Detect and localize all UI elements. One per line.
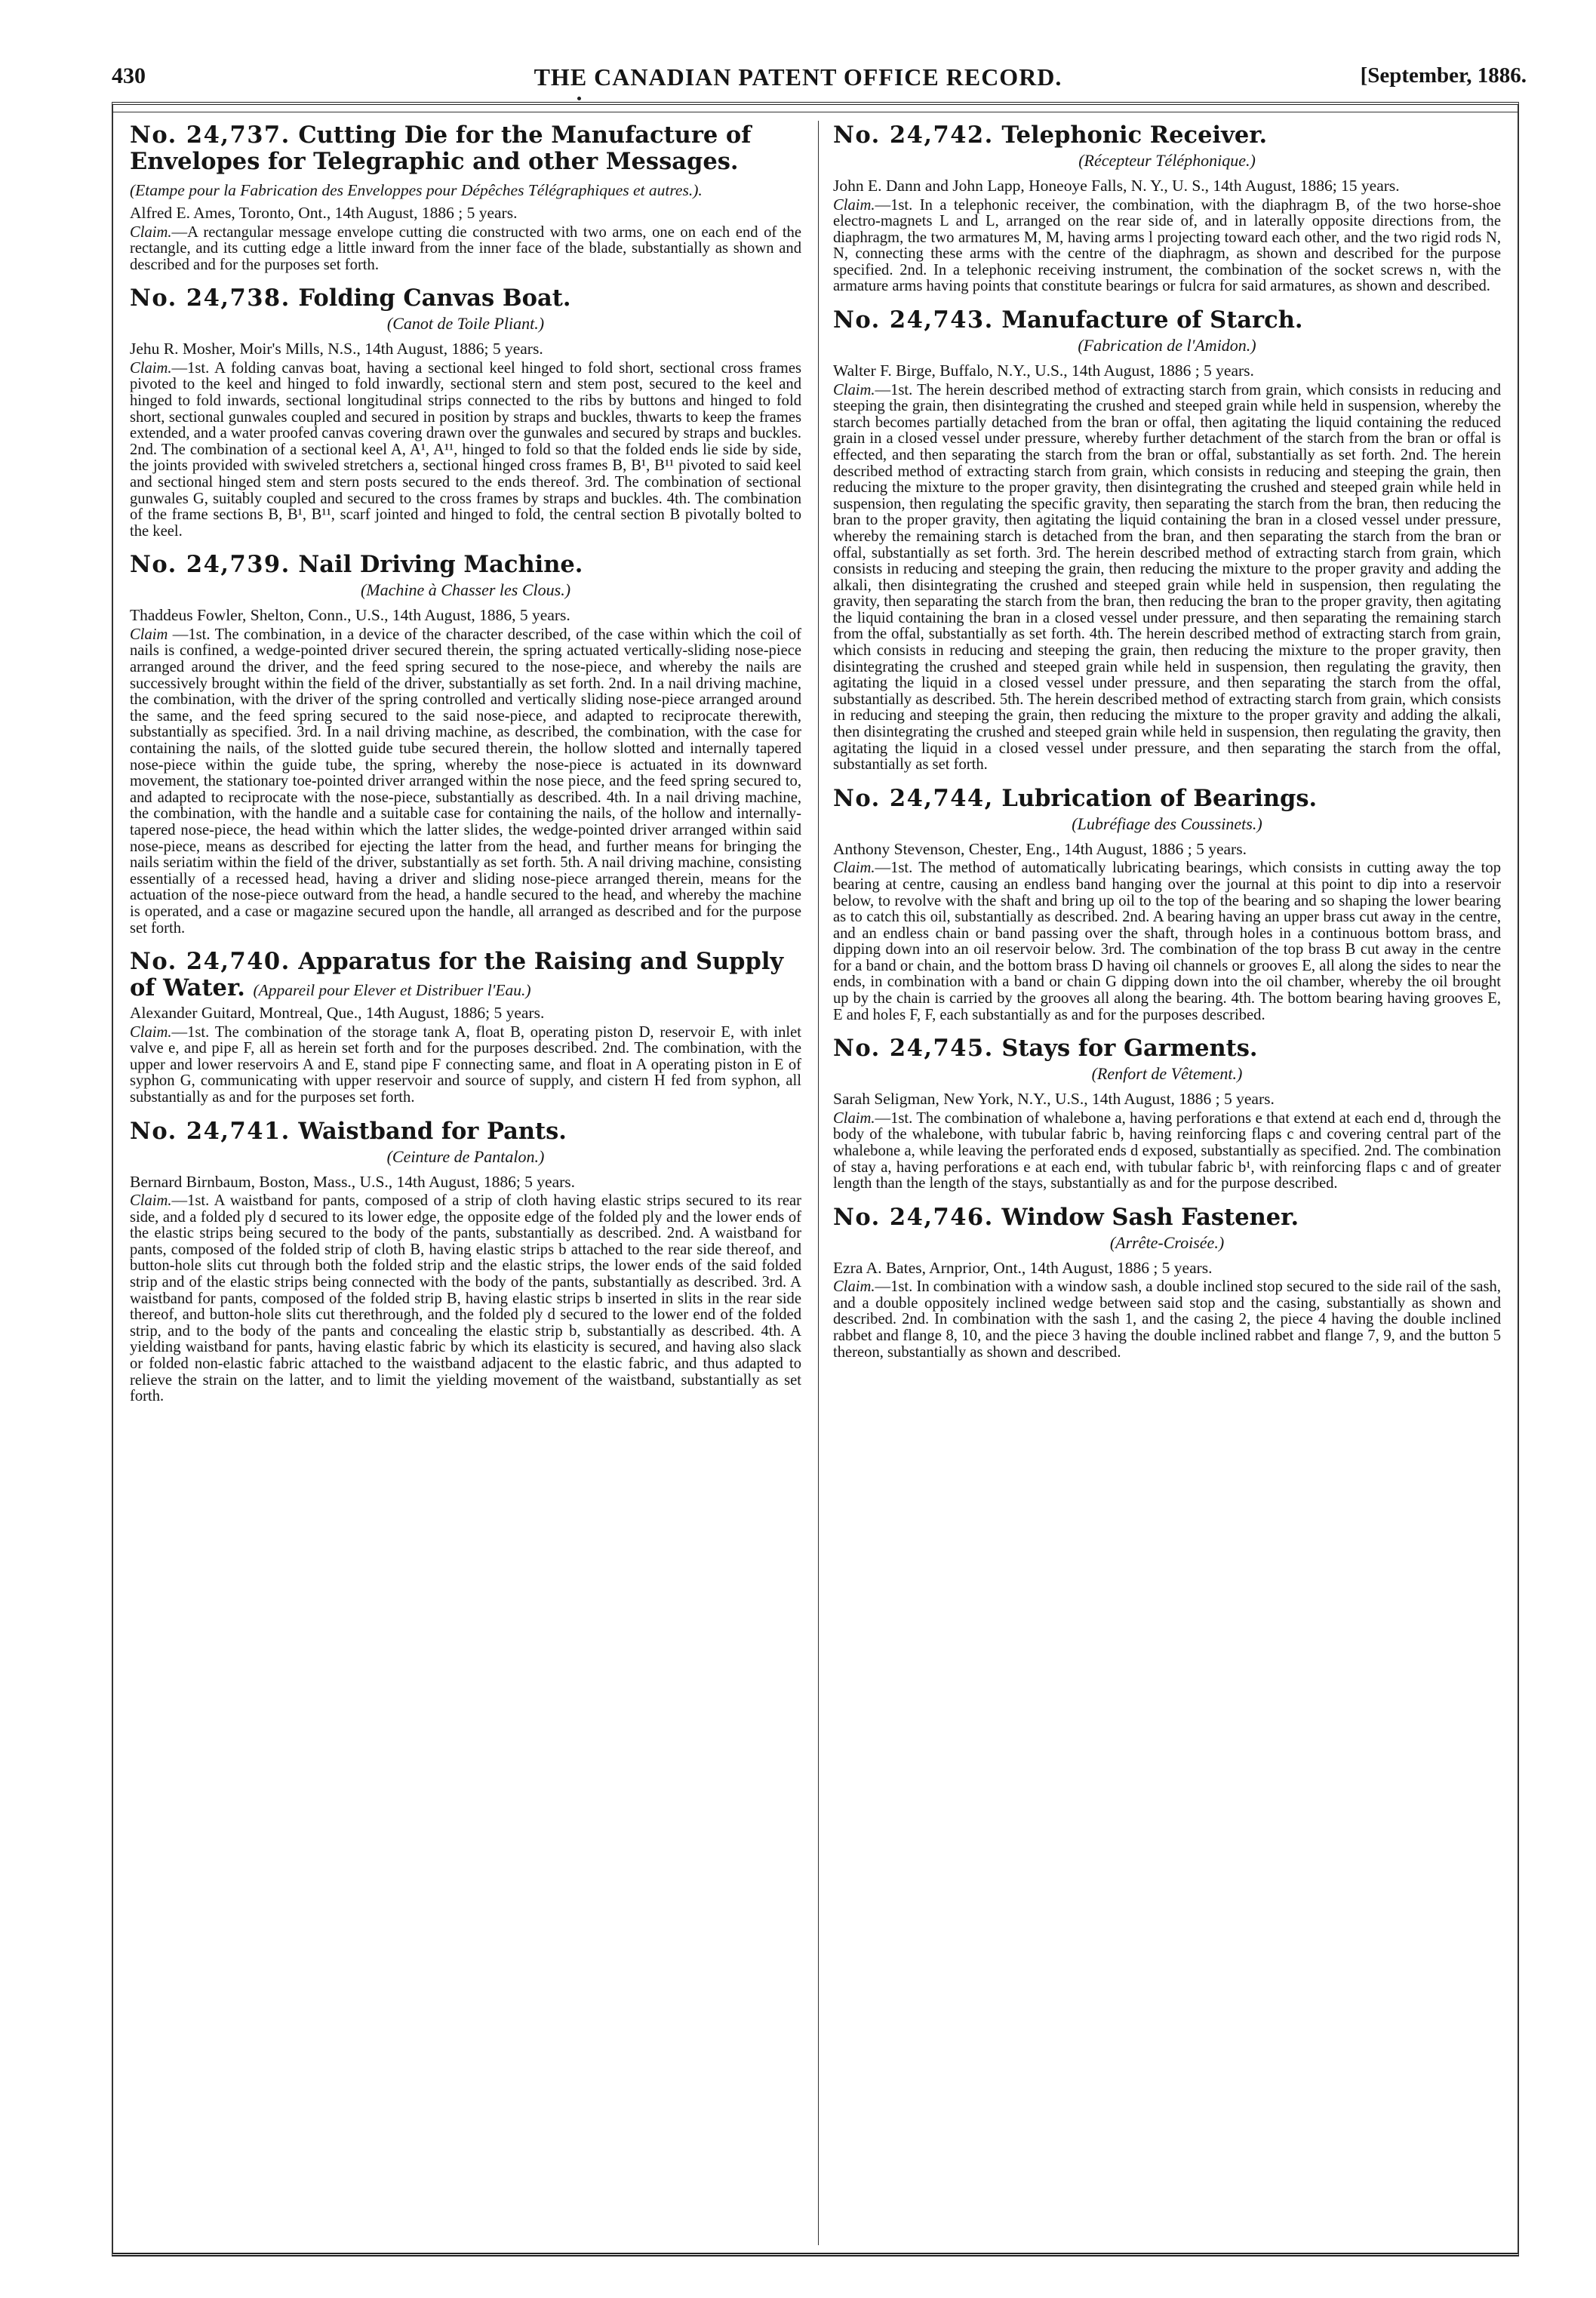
claim-label: Claim. <box>833 860 875 877</box>
french-title: (Renfort de Vêtement.) <box>1091 1064 1243 1084</box>
claim-label: Claim. <box>833 381 875 398</box>
claim-label: Claim. <box>130 359 172 377</box>
patent-title: Lubrication of Bearings. <box>1001 784 1318 812</box>
patent-number: No. 24,737. <box>130 122 291 149</box>
claim-body: —1st. A waistband for pants, composed of a strip of cloth having elastic strips secured to its rear side, and a folded ply d secured to its lower edge, the opposite edge of the folded ply and the lower ends of the elastic strips being secured to the body of the pants, substantially as described. 2nd. A waistband for pants, composed of the folded strip of cloth B, having elastic strips b attached to the rear side thereof, and button-hole slits cut through both the folded strip and the elastic strips, the lower ends of the said folded strip and of the elastic strips being connected with the body of the pants, substantially as described. 3rd. A waistband for pants, composed of the folded strip B, having elastic strips b inserted in slits in the rear side thereof, and button-hole slits cut therethrough, and the folded ply d secured to the lower end of the folded strip, and to the body of the pants and concealing the elastic strip b, substantially as described. 4th. A yielding waistband for pants, having elastic fabric by which its elasticity is secured, and having also slack or folded non-elastic fabric attached to the waistband adjacent to the elastic fabric, and thus adapted to relieve the strain on the latter, and to limit the yielding movement of the waistband, substantially as set forth. <box>130 1192 801 1405</box>
patent-entry-24737 <box>130 122 801 273</box>
patent-number: No. 24,745. <box>833 1035 994 1063</box>
patent-heading <box>833 122 1501 149</box>
french-title: (Appareil pour Elever et Distribuer l'Eau.) <box>253 981 531 1000</box>
patent-entry-24745 <box>833 1035 1501 1192</box>
patent-heading <box>130 122 801 201</box>
patent-entry-24743 <box>833 307 1501 774</box>
patent-number: No. 24,744, <box>833 784 994 812</box>
patent-title: Nail Driving Machine. <box>298 551 583 579</box>
patent-heading <box>833 307 1501 334</box>
patent-number: No. 24,741. <box>130 1117 291 1145</box>
patent-number: No. 24,743. <box>833 306 994 334</box>
french-title: (Etampe pour la Fabrication des Enveloppes pour Dépêches Télégraphiques et autres.). <box>130 181 703 199</box>
claim-text <box>130 627 801 937</box>
patent-entry-24742 <box>833 122 1501 295</box>
claim-label: Claim. <box>130 1192 172 1210</box>
column-divider <box>818 121 819 2245</box>
claim-label: Claim. <box>833 196 875 214</box>
patent-title: Apparatus for the Raising and Supply of Water. <box>130 948 784 1002</box>
claim-label: Claim. <box>833 1278 875 1296</box>
inventor-line: Alfred E. Ames, Toronto, Ont., 14th August, 1886 ; 5 years. <box>130 204 518 222</box>
patent-entry-24744 <box>833 786 1501 1023</box>
french-title: (Arrête-Croisée.) <box>1109 1232 1225 1252</box>
french-title: (Lubréfiage des Coussinets.) <box>1072 814 1262 833</box>
claim-text <box>833 1279 1501 1361</box>
claim-body: —A rectangular message envelope cutting die constructed with two arms, one on each end of the rectangle, and its cutting edge a little inward from the inner face of the blade, substantially as shown and described and for the purposes set forth. <box>130 223 801 273</box>
patent-title: Telephonic Receiver. <box>1001 122 1268 149</box>
right-column <box>833 122 1501 2235</box>
patent-heading <box>130 285 801 312</box>
patent-title: Cutting Die for the Manufacture of Envelopes for Telegraphic and other Messages. <box>130 122 752 175</box>
inventor-line: Ezra A. Bates, Arnprior, Ont., 14th August, 1886 ; 5 years. <box>833 1258 1213 1277</box>
inventor-line: Alexander Guitard, Montreal, Que., 14th August, 1886; 5 years. <box>130 1004 545 1023</box>
printer-dot <box>577 97 581 100</box>
patent-title: Stays for Garments. <box>1001 1035 1258 1063</box>
inventor-line: Bernard Birnbaum, Boston, Mass., U.S., 14th August, 1886; 5 years. <box>130 1172 576 1191</box>
patent-heading <box>130 552 801 578</box>
patent-entry-24740 <box>130 949 801 1106</box>
patent-entry-24739 <box>130 552 801 937</box>
patent-title: Manufacture of Starch. <box>1001 306 1303 334</box>
patent-heading <box>130 949 801 1001</box>
claim-body: —1st. The combination of the storage tank A, float B, operating piston D, reservoir E, with inlet valve e, and pipe F, all as herein set forth and for the purposes described. 2nd. The combination, with the upper and lower reservoirs A and E, stand pipe F connecting same, and float in A operating piston in E of syphon G, communicating with upper reservoir and source of supply, and cistern H fed from syphon, all substantially as and for the purposes set forth. <box>130 1023 801 1106</box>
french-title: (Ceinture de Pantalon.) <box>386 1146 545 1166</box>
patent-heading <box>833 786 1501 812</box>
inventor-line: Anthony Stevenson, Chester, Eng., 14th August, 1886 ; 5 years. <box>833 839 1247 858</box>
claim-text <box>130 361 801 540</box>
left-column <box>130 122 801 2235</box>
inventor-line: Sarah Seligman, New York, N.Y., U.S., 14th August, 1886 ; 5 years. <box>833 1090 1275 1109</box>
claim-body: —1st. The method of automatically lubricating bearings, which consists in cutting away the top bearing at centre, causing an endless band hanging over the journal at this point to dip into a reservoir below, to revolve with the shaft and bring up oil to the top of the bearing and so shaping the lower bearing as to catch this oil, substantially as described. 2nd. A bearing having an upper brass cut away in the centre, and an endless chain or band passing over the shaft, through holes in a continuous bottom brass, and dipping down into an oil reservoir below. 3rd. The combination of the top brass B cut away in the centre for a band or chain, and the bottom brass D having oil channels or grooves E, all along the sides to near the ends, in combination with a band or chain G dipping down into the oil chamber, whereby the oil brought up by the chain is carried by the grooves all along the bearing. 4th. The bottom bearing having grooves E, E and holes F, F, each substantially as and for the purposes described. <box>833 860 1501 1023</box>
claim-text <box>833 1111 1501 1192</box>
claim-body: —1st. In combination with a window sash, a double inclined stop secured to the side rail of the sash, and a double oppositely inclined wedge between said stop and the casing, substantially as shown and described. 2nd. In combination with the sash 1, and the casing 2, the piece 4 having the double inclined rabbet and flange 8, 10, and the piece 3 having the double inclined rabbet and flange 7, 9, and the button 5 thereon, substantially as shown and described. <box>833 1278 1501 1361</box>
claim-text <box>833 383 1501 774</box>
publication-title: THE CANADIAN PATENT OFFICE RECORD. <box>534 63 1062 91</box>
inventor-line: Thaddeus Fowler, Shelton, Conn., U.S., 14th August, 1886, 5 years. <box>130 606 570 625</box>
patent-heading <box>833 1035 1501 1062</box>
patent-title: Waistband for Pants. <box>298 1117 567 1145</box>
claim-label: Claim. <box>130 223 172 241</box>
claim-label: Claim. <box>833 1109 875 1127</box>
claim-text <box>130 1025 801 1106</box>
patent-number: No. 24,746. <box>833 1203 994 1231</box>
claim-text <box>833 860 1501 1023</box>
patent-entry-24741 <box>130 1118 801 1405</box>
inventor-line: Jehu R. Mosher, Moir's Mills, N.S., 14th August, 1886; 5 years. <box>130 340 543 358</box>
claim-text <box>130 225 801 274</box>
inventor-line: John E. Dann and John Lapp, Honeoye Falls, N. Y., U. S., 14th August, 1886; 15 years. <box>833 177 1400 195</box>
claim-text <box>130 1193 801 1405</box>
issue-date: [September, 1886. <box>1360 63 1527 88</box>
patent-entry-24738 <box>130 285 801 540</box>
patent-number: No. 24,739. <box>130 551 291 579</box>
french-title: (Machine à Chasser les Clous.) <box>360 580 571 600</box>
claim-body: —1st. The combination, in a device of the character described, of the case within which the coil of nails is confined, a wedge-pointed driver secured therein, the spring actuated vertically-sliding nose-piece arranged around the driver, and the feed spring secured to the nose-piece, and whereby the nails are successively brought within the field of the driver, substantially as set forth. 2nd. In a nail driving machine, the combination, with the driver of the spring controlled and vertically sliding nose-piece arranged around the same, and the feed spring secured to the said nose-piece, and adapted to reciprocate therewith, substantially as specified. 3rd. In a nail driving machine, as described, the combination, with the case for containing the nails, of the slotted guide tube secured therein, the hollow slotted and internally tapered nose-piece within the guide tube, the spring, whereby the nose-piece is actuated in its downward movement, the stationary toe-pointed driver arranged within the nose piece, and the feed spring secured to, and adapted to reciprocate with the nose-piece, substantially as described. 4th. In a nail driving machine, the combination, with the handle and a suitable case for containing the nails, of the hollow and internally-tapered nose-piece, the head within which the latter slides, the wedge-pointed driver arranged within said nose-piece, means as described for ejecting the latter from the head, and further means for bringing the nails seriatim within the field of the driver, substantially as set forth. 5th. A nail driving machine, consisting essentially of a recessed head, having a driver and sliding nose-piece arranged therein, means for the actuation of the nose-piece outward from the head, a handle secured to the head, and whereby the machine is operated, and a case or magazine secured upon the handle, all arranged as described and for the purpose set forth. <box>130 626 801 937</box>
page-header <box>0 63 1596 94</box>
claim-label: Claim. <box>130 1023 172 1041</box>
page-number: 430 <box>112 63 146 88</box>
patent-title: Folding Canvas Boat. <box>298 285 571 312</box>
patent-number: No. 24,740. <box>130 948 291 976</box>
french-title: (Fabrication de l'Amidon.) <box>1078 336 1256 355</box>
claim-text <box>833 198 1501 296</box>
french-title: (Canot de Toile Pliant.) <box>386 314 545 334</box>
patent-heading <box>833 1204 1501 1231</box>
patent-number: No. 24,738. <box>130 285 291 312</box>
claim-body: —1st. The combination of whalebone a, having perforations e that extend at each end d, through the body of the whalebone, with tubular fabric b, having reinforcing flaps c and covering central part of the whalebone a, while leaving the perforated ends d exposed, substantially as specified. 2nd. The combination of stay a, having perforations e at each end, with tubular fabric b¹, with reinforcing flaps c and of greater length than the length of the stays, substantially as and for the purpose described. <box>833 1109 1501 1192</box>
patent-heading <box>130 1118 801 1145</box>
patent-title: Window Sash Fastener. <box>1001 1203 1299 1231</box>
french-title: (Récepteur Téléphonique.) <box>1078 151 1256 170</box>
patent-number: No. 24,742. <box>833 122 994 149</box>
patent-entry-24746 <box>833 1204 1501 1361</box>
inventor-line: Walter F. Birge, Buffalo, N.Y., U.S., 14th August, 1886 ; 5 years. <box>833 361 1254 380</box>
claim-body: —1st. In a telephonic receiver, the combination, with the diaphragm B, of the two horse-shoe electro-magnets L and L, arranged on the rear side of, and in laterally opposite directions from, the diaphragm, the two armatures M, M, having arms l projecting toward each other, and the two rigid rods N, N, connecting these arms with the centre of the diaphragm, as shown and described for the purpose specified. 2nd. In a telephonic receiving instrument, the combination of the socket screws n, with the armature arms having points that constitute bearings or fulcra for said armatures, as shown and described. <box>833 196 1501 295</box>
claim-label: Claim <box>130 626 168 643</box>
claim-body: —1st. The herein described method of extracting starch from grain, which consists in reducing and steeping the grain, then disintegrating the crushed and steeped grain while held in suspension, whereby the starch becomes partially detached from the bran or offal, then agitating the liquid containing the reduced grain in a closed vessel under pressure, whereby further detachment of the starch from the bran or offal is effected, and then separating the starch from the bran or offal, substantially as set forth. 2nd. The herein described method of extracting starch from grain, which consists in reducing and steeping the grain, then reducing the mixture to the proper gravity, then disintegrating the crushed and steeped grain while held in suspension, then regulating the specific gravity, then separating the starch from the bran, then reducing the bran to the proper gravity, then agitating the liquid containing the bran in a closed vessel under pressure, whereby the remaining starch is detached from the bran, and then separating the starch from the bran or offal, substantially as set forth. 3rd. The herein described method of extracting starch from grain, which consists in reducing and steeping the grain, then reducing the mixture to the proper gravity and adding the alkali, then disintegrating the crushed and steeped grain while held in suspension, then regulating the gravity, then separating the starch from the bran, then reducing the bran to the proper gravity, then agitating the liquid containing the bran in a closed vessel under pressure, and then separating the remaining starch from the offal, substantially as set forth. 4th. The herein described method of extracting starch from grain, which consists in reducing and steeping the grain, then reducing the mixture to the proper gravity, then disintegrating the crushed and steeped grain while held in suspension, then regulating the gravity, then agitating the liquid in a closed vessel under pressure, and then separating the starch from the offal, substantially as described. 5th. The herein described method of extracting starch from grain, which consists in reducing and steeping the grain, then reducing the mixture to the proper gravity and adding the alkali, then disintegrating the crushed and steeped grain while held in suspension, then regulating the gravity, then agitating the liquid in a closed vessel under pressure, and then separating the starch from the offal, substantially as set forth. <box>833 381 1501 774</box>
claim-body: —1st. A folding canvas boat, having a sectional keel hinged to fold short, sectional cross frames pivoted to the keel and hinged to fold inwardly, sectional stern and stem post, secured to the keel and hinged to fold inwards, sectional longitudinal strips connected to the ribs by buttons and hinged to fold short, sectional gunwales coupled and secured in position by straps and buckles, thwarts to keep the frames extended, and a water proofed canvas covering drawn over the gunwales and secured by straps and buckles. 2nd. The combination of a sectional keel A, A¹, A¹¹, hinged to fold so that the folded ends lie side by side, the joints provided with swiveled stretchers a, sectional hinged cross frames B, B¹, B¹¹ pivoted to said keel and sectional hinged stem and stern posts secured to the ends thereof. 3rd. The combination of sectional gunwales G, suitably coupled and secured to the cross frames by straps and buckles. 4th. The combination of the frame sections B, B¹, B¹¹, scarf jointed and hinged to fold, the central section B pivotally bolted to the keel. <box>130 359 801 540</box>
